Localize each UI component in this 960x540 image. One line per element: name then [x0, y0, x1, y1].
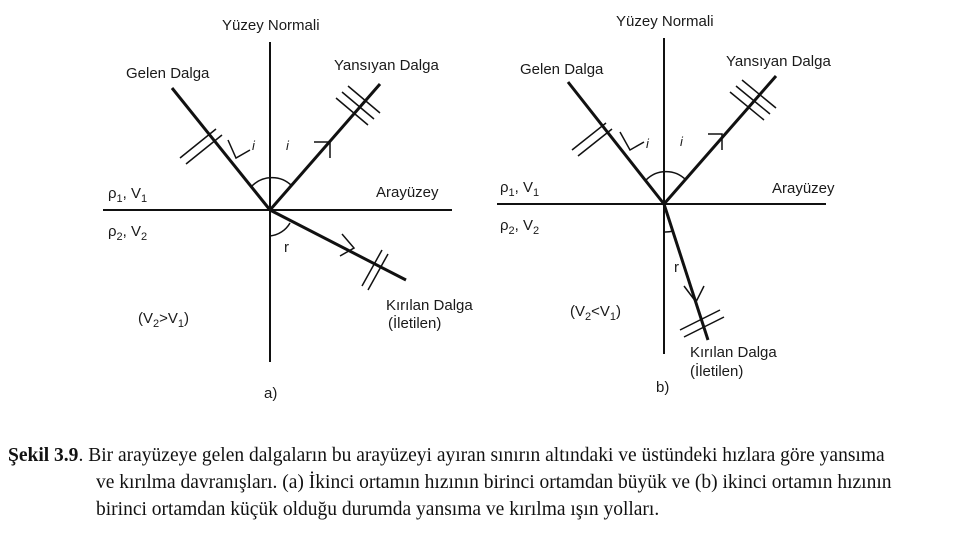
incident-ray	[172, 88, 270, 210]
angle-arc-incident-reflected	[646, 172, 686, 180]
refracted-label-line2: (İletilen)	[388, 315, 442, 332]
angle-r-label: r	[674, 259, 679, 276]
medium1-label	[108, 185, 147, 205]
medium2-rho-sub: 2	[116, 231, 123, 243]
medium2-rho: ρ	[108, 223, 117, 240]
medium1-v: , V	[122, 185, 142, 202]
caption-line-3: birinci ortamdan küçük olduğu durumda yansıma ve kırılma ışın yolları.	[96, 499, 660, 520]
refracted-label-line2: (İletilen)	[690, 363, 744, 380]
medium2-v-sub: 2	[141, 231, 148, 243]
refracted-wavefront	[368, 254, 388, 290]
incident-wavefront	[572, 123, 606, 150]
medium2-label	[108, 223, 147, 243]
panel-label-a: a)	[264, 385, 278, 402]
interface-label: Arayüzey	[772, 180, 835, 197]
angle-arc-incident-reflected	[252, 178, 292, 186]
medium1-v-sub: 1	[141, 193, 148, 205]
velocity-condition: $(V_2>V_1)$	[138, 310, 190, 330]
medium2-label: $\rho_2$, $V_2$	[500, 217, 540, 237]
refracted-label-line1: Kırılan Dalga	[690, 344, 777, 361]
refracted-wavefront	[362, 250, 382, 286]
angle-i-left-label: i	[646, 136, 649, 151]
caption-label: Şekil 3.9	[8, 445, 79, 466]
reflected-label: Yansıyan Dalga	[726, 53, 831, 70]
incident-arrow	[228, 140, 250, 158]
figure-caption	[8, 442, 953, 523]
panel-a	[103, 17, 473, 402]
angle-r-label: r	[284, 239, 289, 256]
refracted-label-line1: Kırılan Dalga	[386, 297, 473, 314]
medium1-label: $\rho_1$, $V_1$	[500, 179, 540, 199]
incident-label: Gelen Dalga	[126, 65, 210, 82]
incident-ray	[568, 82, 664, 204]
angle-i-right-label: i	[680, 134, 683, 149]
incident-label: Gelen Dalga	[520, 61, 604, 78]
caption-line-2: ve kırılma davranışları. (a) İkinci ortamın hızının birinci ortamdan büyük ve (b) ikinci ortamın hızının	[96, 472, 892, 493]
caption-line-1	[8, 442, 953, 469]
angle-arc-refracted	[664, 231, 673, 232]
surface-normal-label: Yüzey Normali	[222, 17, 320, 34]
medium2-v: , V	[122, 223, 142, 240]
refracted-ray	[270, 210, 406, 280]
medium1-rho-sub: 1	[116, 193, 123, 205]
reflected-label: Yansıyan Dalga	[334, 57, 439, 74]
surface-normal-label: Yüzey Normali	[616, 13, 714, 30]
velocity-condition: $(V_2<V_1)$	[570, 303, 622, 323]
angle-i-right-label: i	[286, 138, 289, 153]
refracted-wavefront	[684, 317, 724, 337]
incident-wavefront	[578, 129, 612, 156]
incident-arrow	[620, 132, 644, 150]
reflected-wavefront	[742, 80, 776, 108]
angle-arc-refracted	[270, 223, 290, 236]
angle-i-left-label: i	[252, 138, 255, 153]
panel-label-b: b)	[656, 379, 670, 396]
caption-text-1: . Bir arayüzeye gelen dalgaların bu arayüzeyi ayıran sınırın altındaki ve üstündeki hızlara göre yansıma	[78, 445, 885, 466]
panel-b	[497, 13, 835, 396]
medium1-rho: ρ	[108, 185, 117, 202]
interface-label: Arayüzey	[376, 184, 439, 201]
